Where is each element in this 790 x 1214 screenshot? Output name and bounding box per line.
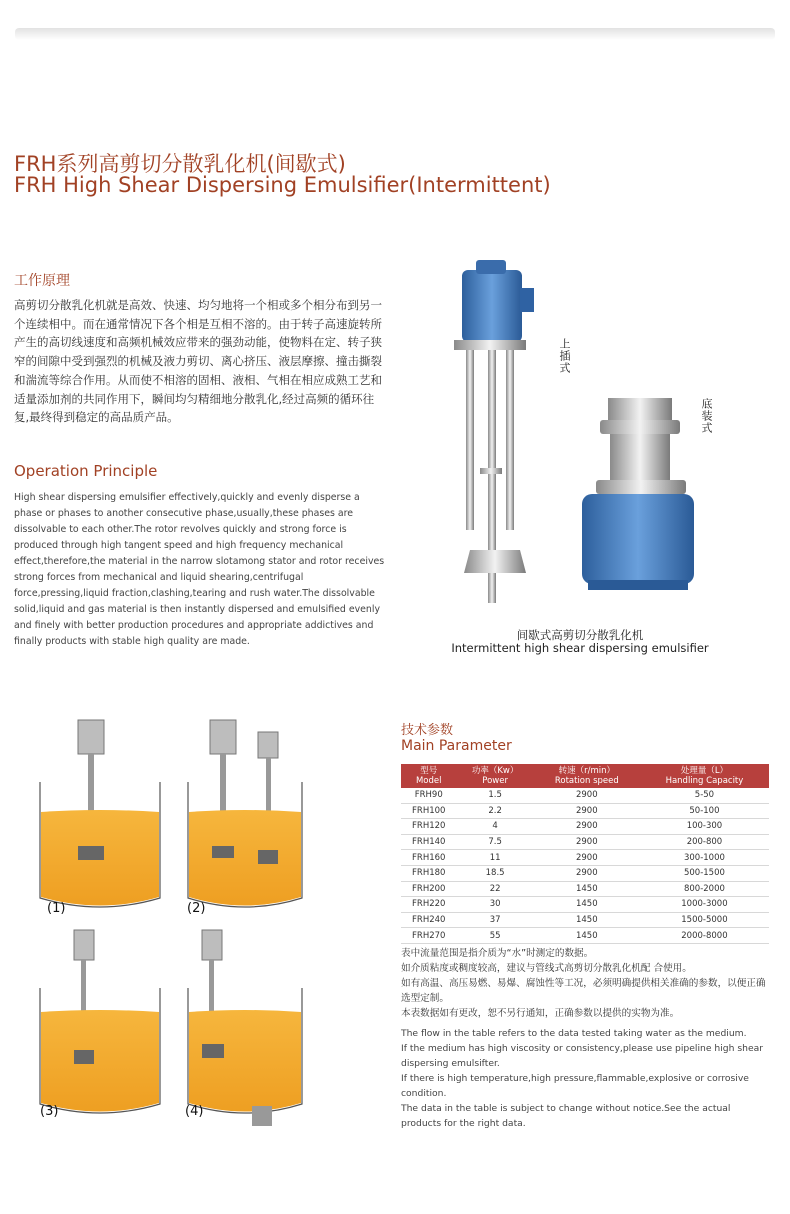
top-entry-mixer	[454, 260, 534, 603]
note-line: 如介质粘度或稠度较高，建议与管线式高剪切分散乳化机配 合使用。	[401, 963, 692, 974]
table-cell: 4	[456, 819, 533, 835]
table-cell: 2000-8000	[640, 928, 769, 944]
note-line: 表中流量范围是指介质为“水”时测定的数据。	[401, 948, 594, 959]
table-row	[401, 928, 769, 944]
photo-caption-en: Intermittent high shear dispersing emulsifier	[451, 641, 709, 655]
table-row	[401, 819, 769, 835]
table-cell: 100-300	[640, 819, 769, 835]
bottom-entry-mixer	[582, 398, 694, 590]
note-line: 如有高温、高压易燃、易爆、腐蚀性等工况，必须明确提供相关准确的参数，以便正确选型定制。	[401, 978, 766, 1004]
diagram-1	[40, 720, 160, 907]
table-cell: FRH140	[401, 834, 456, 850]
note-line: If there is high temperature,high pressure,flammable,explosive or corrosive condition.	[401, 1073, 749, 1099]
flow-diagrams	[30, 712, 370, 1132]
table-cell: 50-100	[640, 803, 769, 819]
table-cell: 2900	[534, 803, 640, 819]
table-cell: FRH120	[401, 819, 456, 835]
table-cell: FRH220	[401, 897, 456, 913]
table-cell: FRH240	[401, 912, 456, 928]
table-cell: 18.5	[456, 865, 533, 881]
table-row	[401, 897, 769, 913]
table-header-row	[401, 764, 769, 788]
diagram-4	[188, 930, 302, 1126]
table-cell: 2900	[534, 850, 640, 866]
principle-heading-en: Operation Principle	[14, 462, 158, 480]
notes-en	[401, 1026, 773, 1131]
table-cell: 2900	[534, 865, 640, 881]
table-cell: 30	[456, 897, 533, 913]
table-row	[401, 788, 769, 803]
table-row	[401, 912, 769, 928]
table-row	[401, 850, 769, 866]
table-cell: 1000-3000	[640, 897, 769, 913]
column-header: 处理量（L） Handling Capacity	[640, 764, 769, 788]
table-cell: 7.5	[456, 834, 533, 850]
table-cell: FRH100	[401, 803, 456, 819]
parameters-heading-en: Main Parameter	[401, 738, 512, 754]
table-row	[401, 803, 769, 819]
table-cell: FRH180	[401, 865, 456, 881]
page-title-cn: FRH系列高剪切分散乳化机(间歇式)	[14, 152, 346, 176]
principle-text-en: High shear dispersing emulsifier effectively,quickly and evenly disperse a phase or phases to another consecutive phase,usually,these phases are dissolvable to each other.The rotor revolves quickly and strong force is produced through high tangent speed and high frequency mechanical effect,therefore,the material in the narrow slotamong stator and rotor receives strong forces from mechanical and liquid shearing,centrifugal force,pressing,liquid fraction,clashing,tearing and rush water.The dissolvable solid,liquid and gas material is then instantly dispersed and emulsified evenly and finely with better production procedures and appropriate addictives and finally products with stable high quality are made.	[14, 492, 385, 647]
table-cell: 300-1000	[640, 850, 769, 866]
table-row	[401, 881, 769, 897]
table-cell: 37	[456, 912, 533, 928]
note-line: The flow in the table refers to the data tested taking water as the medium.	[401, 1028, 747, 1039]
table-cell: 5-50	[640, 788, 769, 803]
table-cell: 22	[456, 881, 533, 897]
table-cell: 2900	[534, 834, 640, 850]
table-cell: 2.2	[456, 803, 533, 819]
table-cell: 11	[456, 850, 533, 866]
table-cell: 1.5	[456, 788, 533, 803]
parameters-heading-cn: 技术参数	[401, 723, 454, 738]
photo-caption-cn: 间歇式高剪切分散乳化机	[516, 628, 644, 642]
table-cell: FRH270	[401, 928, 456, 944]
principle-text-cn: 高剪切分散乳化机就是高效、快速、均匀地将一个相或多个相分布到另一个连续相中。而在通常情况下各个相是互相不溶的。由于转子高速旋转所产生的高切线速度和高频机械效应带来的强劲动能，使物料在定、转子狭窄的间隙中受到强烈的机械及液力剪切、离心挤压、液层摩擦、撞击撕裂和湍流等综合作用。从而使不相溶的固相、液相、气相在相应成熟工艺和适量添加剂的共同作用下，瞬间均匀精细地分散乳化,经过高频的循环往复,最终得到稳定的高品质产品。	[14, 298, 382, 425]
label-top-entry: 上插式	[558, 338, 571, 374]
table-cell: 1450	[534, 897, 640, 913]
column-header: 功率（Kw） Power	[456, 764, 533, 788]
table-cell: 2900	[534, 788, 640, 803]
table-cell: 2900	[534, 819, 640, 835]
table-cell: FRH90	[401, 788, 456, 803]
table-cell: FRH200	[401, 881, 456, 897]
table-cell: 1450	[534, 928, 640, 944]
diagram-label-2: (2)	[187, 901, 206, 916]
diagram-label-4: (4)	[185, 1104, 204, 1119]
note-line: The data in the table is subject to change without notice.See the actual products for the right data.	[401, 1103, 731, 1129]
table-cell: 1450	[534, 881, 640, 897]
table-cell: FRH160	[401, 850, 456, 866]
diagram-label-3: (3)	[40, 1104, 59, 1119]
diagram-label-1: (1)	[47, 901, 66, 916]
diagram-2	[188, 720, 302, 907]
table-row	[401, 865, 769, 881]
note-line: 本表数据如有更改，恕不另行通知，正确参数以提供的实物为准。	[401, 1008, 680, 1019]
note-line: If the medium has high viscosity or consistency,please use pipeline high shear dispersing emulsifter.	[401, 1043, 764, 1069]
page-title-en: FRH High Shear Dispersing Emulsifier(Intermittent)	[14, 173, 551, 197]
parameters-table	[401, 764, 769, 944]
diagram-3	[40, 930, 160, 1113]
table-cell: 800-2000	[640, 881, 769, 897]
principle-heading-cn: 工作原理	[14, 273, 70, 289]
notes-cn	[401, 946, 773, 1021]
table-cell: 200-800	[640, 834, 769, 850]
table-cell: 1500-5000	[640, 912, 769, 928]
table-cell: 500-1500	[640, 865, 769, 881]
table-row	[401, 834, 769, 850]
label-bottom-entry: 底装式	[700, 398, 713, 434]
column-header: 转速（r/min） Rotation speed	[534, 764, 640, 788]
table-cell: 1450	[534, 912, 640, 928]
table-cell: 55	[456, 928, 533, 944]
column-header: 型号 Model	[401, 764, 456, 788]
product-photo	[440, 258, 740, 623]
top-shadow-bar	[15, 28, 775, 40]
